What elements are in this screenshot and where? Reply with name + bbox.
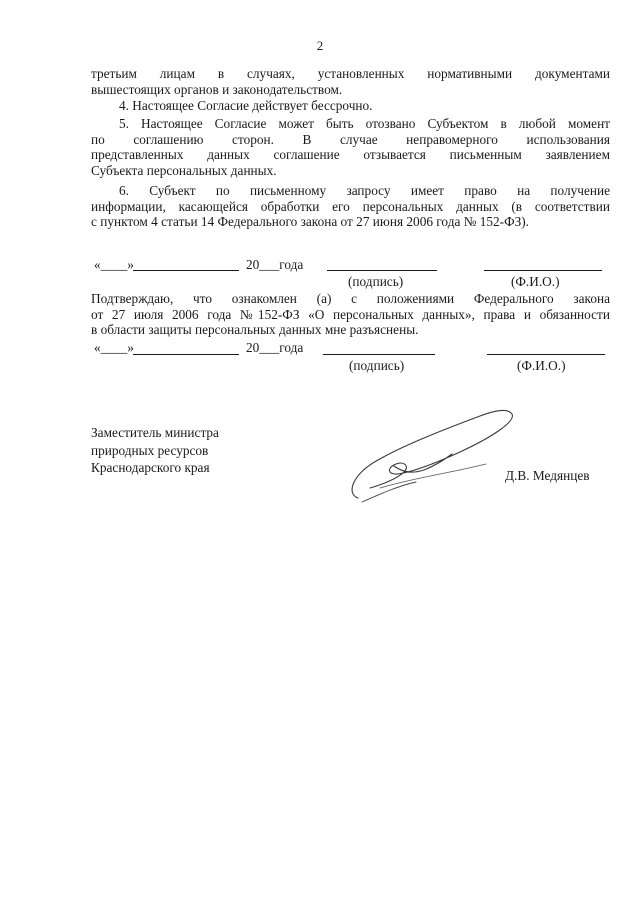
year-field-1: 20___года (246, 257, 304, 272)
position-line: Заместитель министра (91, 425, 219, 440)
name-line-1 (484, 270, 602, 271)
name-caption-1: (Ф.И.О.) (511, 274, 560, 289)
signature-caption-2: (подпись) (349, 358, 405, 373)
name-line-2 (487, 354, 605, 355)
date-month-line-2 (133, 354, 239, 355)
date-month-line-1 (133, 270, 239, 271)
clause-5 (91, 116, 610, 178)
signature-caption-1: (подпись) (348, 274, 404, 289)
text-line: информации, касающейся обработки его персональных данных (в соответствии (91, 198, 610, 214)
date-field-2: «____» (94, 340, 134, 355)
page-number: 2 (316, 38, 324, 53)
text-line: представленных данных соглашение отзывается письменным заявлением (91, 147, 610, 163)
position-line: природных ресурсов (91, 442, 209, 458)
text-line: с пунктом 4 статьи 14 Федерального закона от 27 июня 2006 года № 152-ФЗ). (91, 214, 529, 230)
text-line: Субъекта персональных данных. (91, 162, 277, 178)
position-line: Краснодарского края (91, 460, 210, 475)
official-name: Д.В. Медянцев (505, 468, 590, 483)
text-line: третьим лицам в случаях, установленных нормативными документами (91, 66, 610, 81)
text-line: в области защиты персональных данных мне разъяснены. (91, 322, 419, 338)
text-line: 6. Субъект по письменному запросу имеет право на получение (119, 183, 610, 198)
text-line: 5. Настоящее Согласие может быть отозвано Субъектом в любой момент (119, 116, 610, 131)
official-position (91, 424, 219, 477)
name-caption-2: (Ф.И.О.) (517, 358, 566, 373)
paragraph-continuation (91, 66, 610, 97)
text-line: по соглашению сторон. В случае неправомерного использования (91, 131, 610, 147)
clause-6 (91, 183, 610, 230)
signature-line-1 (327, 270, 437, 271)
text-line: Подтверждаю, что ознакомлен (а) с положениями Федерального закона (91, 291, 610, 306)
text-line: вышестоящих органов и законодательством. (91, 81, 343, 97)
clause-4: 4. Настоящее Согласие действует бессрочно. (119, 98, 373, 113)
confirmation-paragraph (91, 291, 610, 338)
signature-line-2 (323, 354, 435, 355)
date-field-1: «____» (94, 257, 134, 272)
text-line: от 27 июля 2006 года №152-ФЗ «О персональных данных», права и обязанности (91, 306, 610, 322)
year-field-2: 20___года (246, 340, 304, 355)
handwritten-signature (340, 402, 520, 512)
